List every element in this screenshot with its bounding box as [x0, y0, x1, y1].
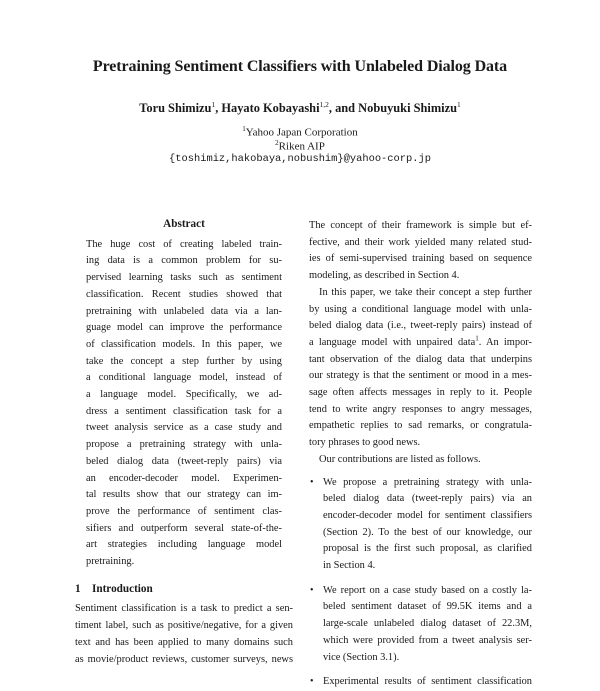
abstract-line: ing data is a common problem for su- [86, 255, 282, 267]
body-line: tend to write angry responses to angry messages, [309, 403, 532, 415]
author-name: Hayato Kobayashi [221, 101, 320, 116]
affiliation [0, 139, 600, 153]
abstract-line: an encoder-decoder model. Experimen- [86, 472, 282, 484]
body-line: ies of semi-supervised training based on sequence [309, 253, 532, 265]
body-line: In this paper, we take their concept a step further [319, 286, 532, 298]
paragraph-this-paper [309, 285, 532, 452]
section-title: Introduction [92, 582, 153, 595]
abstract-line: dress a sentiment classification task for a [86, 405, 282, 417]
body-line: The concept of their framework is simple but ef- [309, 220, 532, 231]
affiliation-mark: 1 [242, 125, 246, 133]
body-line: fective, and their work yielded many related stud- [309, 236, 532, 248]
affiliation-name: Riken AIP [278, 140, 325, 153]
list-line: (Section 2). To the best of our knowledge, our [323, 526, 532, 538]
author-affiliation-mark: 1 [211, 100, 216, 109]
intro-line: timent label, such as positive/negative, for a given [75, 620, 293, 632]
author-affiliation-mark: 1,2 [319, 100, 329, 109]
author-affiliation-mark: 1 [457, 100, 461, 109]
abstract-line: of classification models. In this paper, we [86, 338, 282, 350]
body-line: modeling, as described in Section 4. [309, 270, 460, 282]
body-line-text: . An impor- [478, 336, 532, 348]
author-separator: , and [328, 101, 359, 116]
list-line: which were provided from a tweet analysis ser- [323, 634, 532, 646]
abstract-line: tweet analysis service as a case study and [86, 422, 282, 434]
author-separator: , [215, 101, 222, 116]
list-line: We report on a case study based on a costly la- [323, 584, 532, 596]
list-line: vice (Section 3.1). [323, 651, 400, 663]
paper-title: Pretraining Sentiment Classifiers with Unlabeled Dialog Data [92, 58, 508, 75]
body-line: sage often affects messages in reply to it. People [309, 387, 532, 399]
body-line: tory phrases to good news. [309, 437, 421, 449]
abstract-body [75, 237, 293, 571]
intro-line: text and has been applied to many domains such [75, 636, 293, 648]
list-line: beled dialog data (tweet-reply pairs) via an [323, 493, 532, 505]
abstract-line: a language model. Specifically, we ad- [86, 389, 282, 401]
abstract-line: pretraining. [86, 556, 135, 568]
left-column [75, 216, 293, 668]
bullet-icon: • [310, 476, 314, 488]
footnote-marker[interactable]: 1 [475, 334, 479, 343]
paragraph-contributions [309, 452, 532, 469]
paragraph-framework [309, 218, 532, 285]
body-line: our strategy is that the sentiment or mood in a mes- [309, 370, 532, 382]
abstract-line: tal results show that our strategy can im- [86, 489, 282, 501]
abstract-line: The huge cost of creating labeled train- [86, 238, 282, 250]
abstract-line: pervised learning tasks such as sentiment [86, 272, 282, 284]
list-line: large-scale unlabeled dialog dataset of 22.3M, [323, 618, 532, 630]
list-line: proposal is the first such proposal, as clarified [323, 543, 532, 555]
abstract-line: classification. Recent studies showed that [86, 288, 282, 300]
author-name: Nobuyuki Shimizu [358, 101, 457, 116]
abstract-line: art strategies including language model [86, 539, 282, 551]
abstract-line: a conditional language model, instead of [86, 372, 282, 384]
author-list [0, 100, 600, 116]
affiliation [0, 125, 600, 139]
list-line: We propose a pretraining strategy with unla- [323, 476, 532, 488]
section-number: 1 [75, 582, 81, 595]
intro-line: Sentiment classification is a task to predict a sen- [75, 603, 293, 615]
list-line: encoder-decoder model for sentiment classifiers [323, 509, 532, 521]
bullet-icon: • [310, 584, 314, 596]
abstract-line: propose a pretraining strategy with unla- [86, 439, 282, 451]
intro-line: as movie/product reviews, customer surveys, news [75, 653, 293, 665]
abstract-line: sifiers and outperform several state-of-the- [86, 522, 282, 534]
abstract-line: take the concept a step further by using [86, 355, 282, 367]
author-email: {toshimiz,hakobaya,nobushim}@yahoo-corp.jp [169, 153, 431, 165]
section-heading-introduction [75, 581, 293, 598]
contribution-item [309, 674, 532, 691]
author-name: Toru Shimizu [139, 101, 212, 116]
affiliation-mark: 2 [275, 139, 279, 147]
body-line [309, 335, 532, 352]
abstract-line: prove the performance of sentiment clas- [86, 505, 282, 517]
abstract-heading: Abstract [163, 218, 205, 230]
body-line: Our contributions are listed as follows. [319, 453, 481, 465]
body-line: by using a conditional language model with unla- [309, 303, 532, 315]
body-line: tant observation of the dialog data that underpins [309, 353, 532, 365]
contribution-item [309, 475, 532, 575]
list-line: in Section 4. [323, 560, 376, 572]
list-line: Experimental results of sentiment classification [323, 676, 532, 688]
body-line: beled dialog data (i.e., tweet-reply pairs) instead of [309, 320, 532, 332]
affiliation-name: Yahoo Japan Corporation [245, 126, 358, 139]
abstract-line: beled dialog data (tweet-reply pairs) via [86, 455, 282, 467]
abstract-line: guage model can improve the performance [86, 322, 282, 334]
bullet-icon: • [310, 676, 314, 688]
body-line: empathetic replies to sad remarks, or congratula- [309, 420, 532, 432]
abstract-line: pretraining with unlabeled data via a lan- [86, 305, 282, 317]
body-line-text: a language model with unpaired data [309, 336, 476, 348]
right-column [309, 218, 532, 691]
list-line: beled sentiment dataset of 99.5K items and a [323, 601, 532, 613]
intro-paragraph [75, 601, 293, 668]
contribution-item [309, 583, 532, 667]
